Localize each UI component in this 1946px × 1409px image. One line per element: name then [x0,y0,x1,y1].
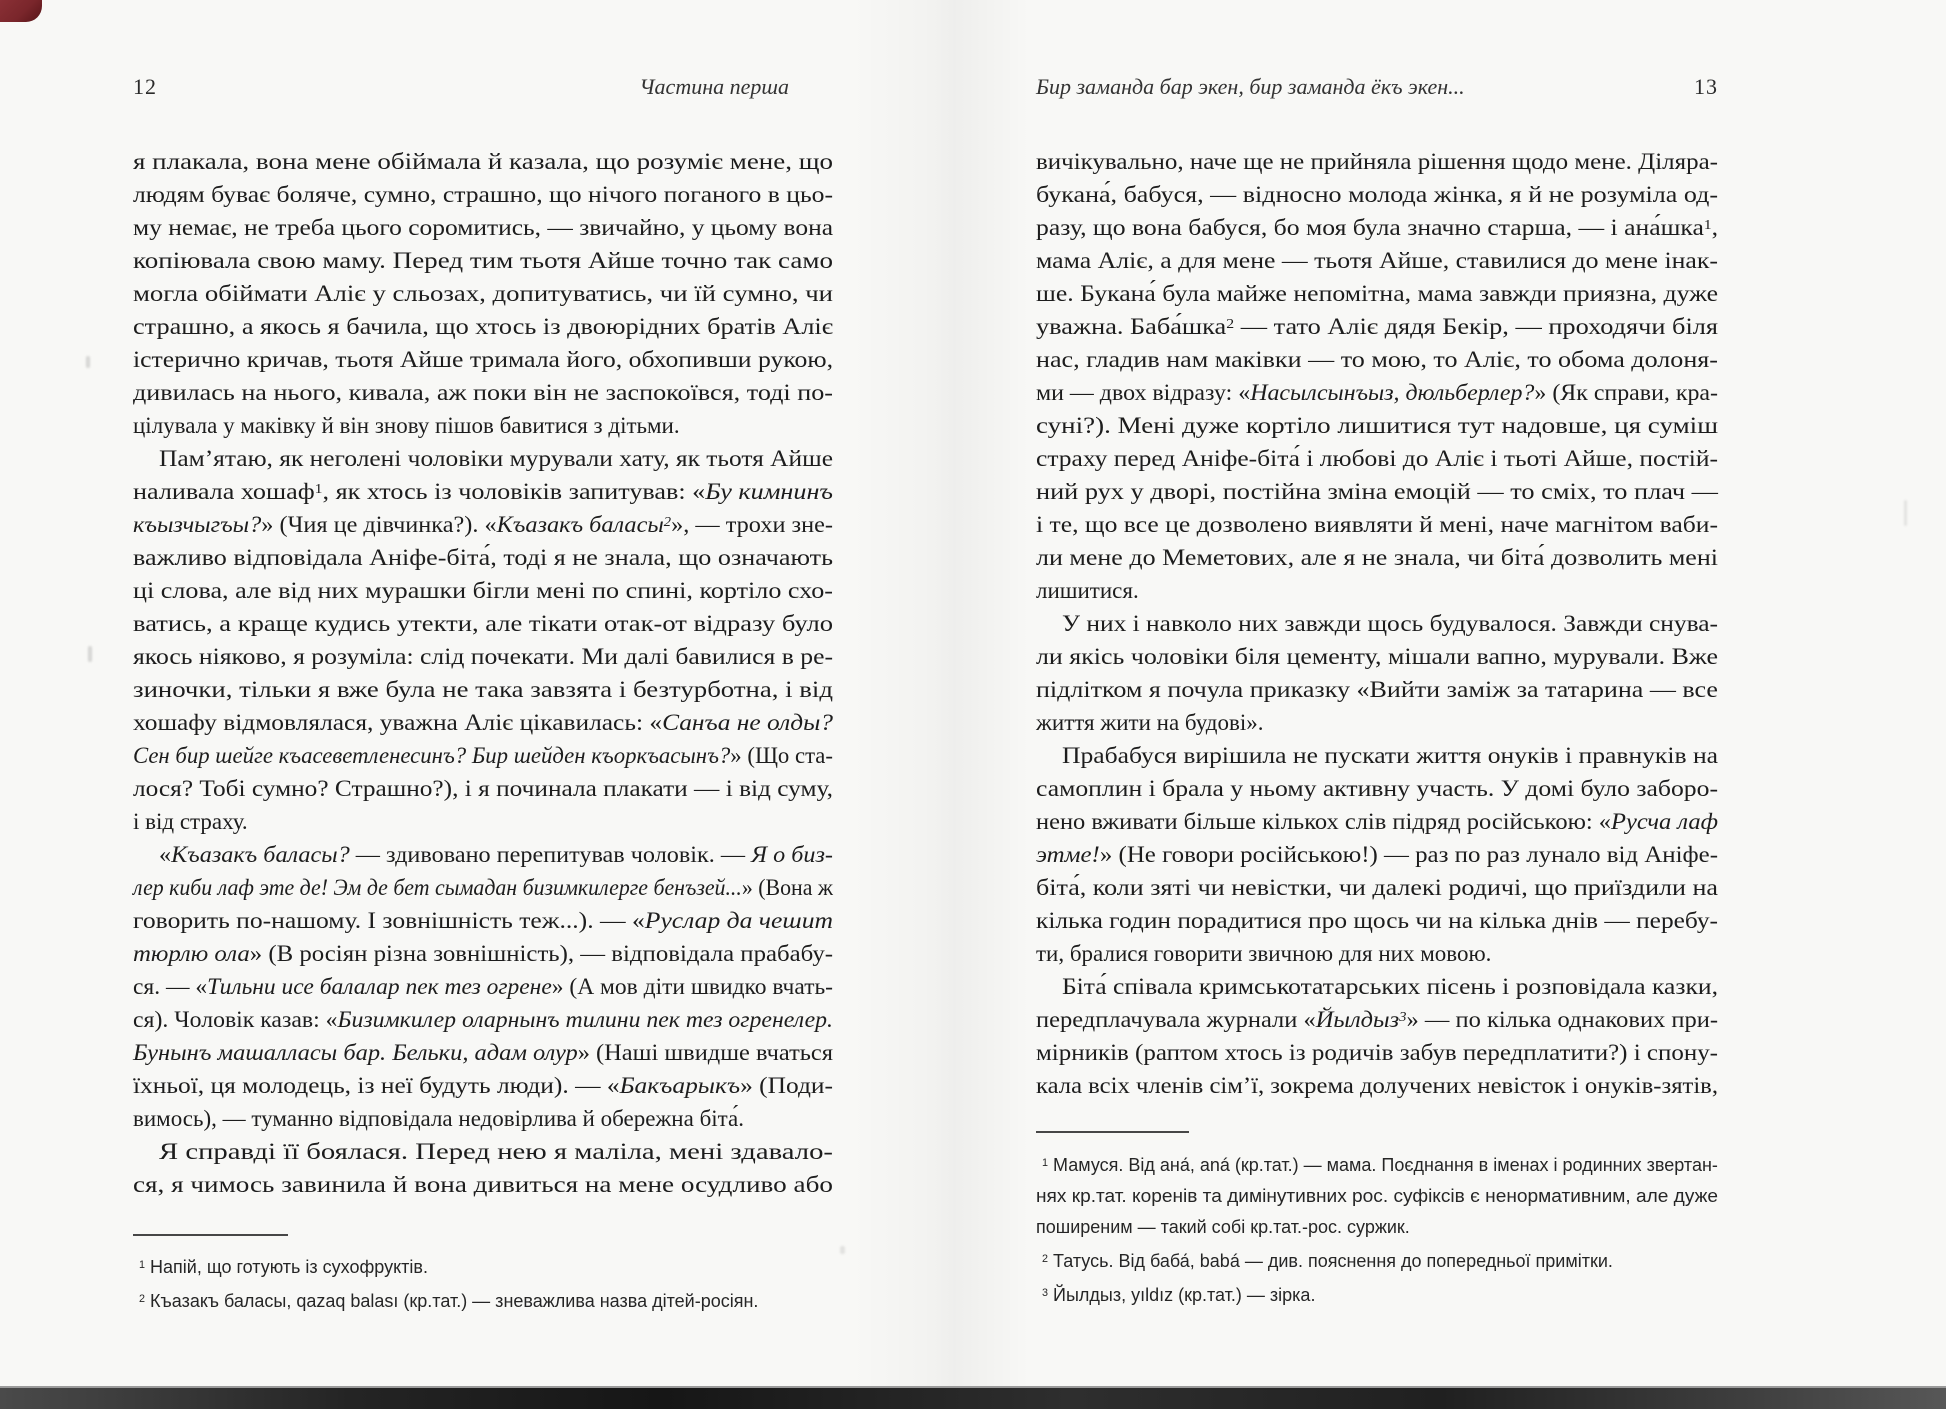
text-segment: Бунынъ машалласы бар. Бельки, адам олур» (Наші швидше вчаться [133,1040,833,1065]
text-line [1036,1280,1718,1311]
text-line [133,805,833,838]
text-line [1036,442,1718,475]
text-line [133,574,833,607]
text-line [133,1286,833,1317]
text-segment: їхньої, ця молодець, із неї будуть люди). — «Бакъарыкъ» (Поди- [133,1073,833,1098]
text-line [133,1168,833,1201]
text-segment: $^1$ Напій, що готують із сухофруктів. [139,1257,428,1277]
text-segment: і те, що все це дозволено виявляти й мені, наче магнітом ваби- [1036,512,1718,537]
text-segment: $^2$ Татусь. Від баба́, babá — див. пояснення до попередньої примітки. [1042,1251,1613,1271]
text-line [1036,145,1718,178]
text-segment: этме!» (Не говори російською!) — раз по раз лунало від Аніфе- [1036,842,1718,867]
text-segment: му немає, не треба цього соромитись, — звичайно, у цьому вона [133,215,833,240]
footnote [133,1286,833,1317]
text-line [1036,673,1718,706]
text-line [1036,541,1718,574]
text-segment: ми — двох відразу: «Насылсынъыз, дюльберлер?» (Як справи, кра- [1036,380,1718,405]
text-segment: поширеним — такий собі кр.тат.-рос. суржик. [1036,1217,1410,1237]
text-line [1036,904,1718,937]
text-line [133,211,833,244]
text-line [133,244,833,277]
text-line [1036,1150,1718,1181]
text-segment: Сен бир шейге къасеветленесинъ? Бир шейден къоркъасынъ?» (Що ста- [133,743,833,768]
text-line [133,937,833,970]
text-line [133,970,833,1003]
text-line [1036,409,1718,442]
text-segment: $^1$ Мамуся. Від ана́, aná (кр.тат.) — мама. Поєднання в іменах і родинних звертан- [1042,1155,1718,1175]
text-segment: істерично кричав, тьотя Айше тримала його, обхопивши рукою, [133,347,833,372]
text-line [1036,343,1718,376]
text-line [133,739,833,772]
text-line [1036,1246,1718,1277]
footnote [1036,1280,1718,1311]
text-segment: «Къазакъ баласы? — здивовано перепитував чоловік. — Я о биз- [159,842,833,867]
page-left-header [133,74,833,104]
page-right-text [1036,145,1718,1102]
text-segment: лер киби лаф эте де! Эм де бет сымадан бизимкилерге бенъзей...» (Вона ж [133,875,833,900]
red-cover-corner [0,0,42,22]
text-segment: мірників (раптом хтось із родичів забув передплатити?) і спону- [1036,1040,1718,1065]
footnote [1036,1246,1718,1277]
text-segment: страху перед Аніфе-біта́ і любові до Аліє і тьоті Айше, постій- [1036,446,1718,471]
footnote-rule-left [133,1234,288,1236]
text-segment: життя жити на будові». [1036,710,1264,735]
text-segment: Біта́ співала кримськотатарських пісень і розповідала казки, [1062,974,1718,999]
text-line [1036,871,1718,904]
text-segment: говорить по-нашому. І зовнішність теж...). — «Руслар да чешит [133,908,833,933]
text-segment: наливала хошаф$^1$, як хтось із чоловіків запитував: «Бу кимнинъ [133,479,833,504]
text-line [133,1102,833,1135]
text-line [1036,211,1718,244]
text-segment: ся, я чимось завинила й вона дивиться на мене осудливо або [133,1172,833,1197]
scan-bottom-edge [0,1386,1946,1409]
text-line [1036,805,1718,838]
text-segment: разу, що вона бабуся, бо моя була значно старша, — і ана́шка$^1$, [1036,215,1718,240]
text-line [1036,970,1718,1003]
text-line [1036,376,1718,409]
text-segment: $^2$ Къазакъ баласы, qazaq balası (кр.тат.) — зневажлива назва дітей-росіян. [139,1291,759,1311]
running-head-right: Бир заманда бар экен, бир заманда ёкъ экен... [1036,74,1465,99]
text-segment: дивилась на нього, кивала, аж поки він не заспокоївся, тоді по- [133,380,833,405]
text-line [1036,1069,1718,1102]
page-right-header [1036,74,1718,104]
text-line [133,1003,833,1036]
scan-artifact [840,1246,845,1254]
text-segment: я плакала, вона мене обіймала й казала, що розуміє мене, що [133,149,833,174]
text-line [1036,739,1718,772]
text-segment: ли мене до Меметових, але я не знала, чи біта́ дозволить мені [1036,545,1718,570]
text-segment: ватись, а краще кудись утекти, але тікати отак-от відразу було [133,611,833,636]
text-segment: ли якісь чоловіки біля цементу, мішали вапно, мурували. Вже [1036,644,1718,669]
footnotes-left [133,1252,833,1320]
text-segment: хошафу відмовлялася, уважна Аліє цікавилась: «Санъа не олды? [133,710,833,735]
text-line [133,475,833,508]
text-segment: самоплин і брала у ньому активну участь. У домі було заборо- [1036,776,1718,801]
text-segment: нено вживати більше кількох слів підряд російською: «Русча лаф [1036,809,1718,834]
scan-artifact [86,356,90,368]
text-line [133,343,833,376]
page-number-left: 12 [133,74,157,99]
text-line [1036,1036,1718,1069]
text-line [133,706,833,739]
text-line [133,904,833,937]
text-line [1036,310,1718,343]
text-line [133,673,833,706]
page-left-text [133,145,833,1201]
text-line [133,376,833,409]
text-line [1036,838,1718,871]
footnote [133,1252,833,1283]
text-line [1036,244,1718,277]
text-segment: ти, бралися говорити звичною для них мовою. [1036,941,1492,966]
text-line [133,1135,833,1168]
text-segment: уважна. Баба́шка$^2$ — тато Аліє дядя Бекір, — проходячи біля [1036,314,1718,339]
text-line [133,1036,833,1069]
text-line [133,640,833,673]
text-line [1036,277,1718,310]
text-segment: людям буває боляче, сумно, страшно, що нічого поганого в цьо- [133,182,833,207]
text-segment: копіювала свою маму. Перед тим тьотя Айше точно так само [133,248,833,273]
text-line [133,145,833,178]
text-segment: вичікувально, наче ще не прийняла рішення щодо мене. Діляра- [1036,149,1718,174]
text-segment: кала всіх членів сім’ї, зокрема долучених невісток і онуків-зятів, [1036,1073,1718,1098]
text-segment: ний рух у дворі, постійна зміна емоцій — то сміх, то плач — [1036,479,1718,504]
footnote-rule-right [1036,1131,1189,1133]
text-line [1036,1003,1718,1036]
text-line [133,508,833,541]
text-segment: підлітком я почула приказку «Вийти заміж за татарина — все [1036,677,1718,702]
text-line [133,442,833,475]
text-line [133,871,833,904]
scan-artifact [88,646,92,662]
text-segment: У них і навколо них завжди щось будувалося. Завжди снува- [1062,611,1718,636]
text-segment: $^3$ Йылдыз, yıldız (кр.тат.) — зірка. [1042,1285,1316,1305]
text-segment: кілька годин порадитися про щось чи на кілька днів — перебу- [1036,908,1718,933]
text-segment: Пам’ятаю, як неголені чоловіки мурували хату, як тьотя Айше [159,446,834,471]
text-segment: лося? Тобі сумно? Страшно?), і я починала плакати — і від суму, [133,776,833,801]
text-line [1036,706,1718,739]
text-segment: нас, гладив нам маківки — то мою, то Аліє, то обома долоня- [1036,347,1718,372]
text-segment: важливо відповідала Аніфе-біта́, тоді я не знала, що означають [133,545,833,570]
text-line [1036,178,1718,211]
text-line [1036,772,1718,805]
text-line [133,838,833,871]
running-head-left: Частина перша [639,74,789,99]
text-line [1036,937,1718,970]
text-line [1036,1212,1718,1243]
text-segment: лишитися. [1036,578,1139,603]
text-line [133,772,833,805]
text-line [133,607,833,640]
text-segment: Я справді її боялася. Перед нею я маліла, мені здавало- [159,1139,833,1164]
text-segment: тюрлю ола» (В росіян різна зовнішність), — відповідала прабабу- [133,941,833,966]
text-segment: могла обіймати Аліє у сльозах, допитуватись, чи їй сумно, чи [133,281,833,306]
text-line [133,409,833,442]
text-segment: нях кр.тат. коренів та димінутивних рос. суфіксів є ненормативним, але дуже [1036,1186,1718,1206]
footnote [1036,1150,1718,1243]
text-line [133,178,833,211]
text-line [1036,508,1718,541]
page-number-right: 13 [1694,74,1718,99]
scan-artifact [1904,500,1907,526]
text-segment: якось ніяково, я розуміла: слід почекати. Ми далі бавилися в ре- [133,644,833,669]
text-segment: зиночки, тільки я вже була не така завзята і безтурботна, і від [133,677,833,702]
text-line [133,277,833,310]
text-segment: Прабабуся вирішила не пускати життя онуків і правнуків на [1062,743,1718,768]
text-line [133,1069,833,1102]
text-segment: передплачувала журнали «Йылдыз$^3$» — по кілька однакових при- [1036,1007,1718,1032]
text-segment: букана́, бабуся, — відносно молода жінка, я й не розуміла од- [1036,182,1718,207]
text-line [1036,607,1718,640]
text-segment: біта́, коли зяті чи невістки, чи далекі родичі, що приїздили на [1036,875,1718,900]
text-segment: къызчыгъы?» (Чия це дівчинка?). «Къазакъ баласы$^2$», — трохи зне- [133,512,833,537]
text-line [133,310,833,343]
text-line [1036,640,1718,673]
text-segment: мама Аліє, а для мене — тьотя Айше, ставилися до мене інак- [1036,248,1718,273]
text-line [133,1252,833,1283]
text-segment: ся. — «Тильни исе балалар пек тез огрене» (А мов діти швидко вчать- [133,974,834,999]
text-line [1036,1181,1718,1212]
text-line [133,541,833,574]
text-segment: цілувала у маківку й він знову пішов бавитися з дітьми. [133,413,680,438]
text-segment: суні?). Мені дуже кортіло лишитися тут надовше, ця суміш [1036,413,1718,438]
text-segment: ці слова, але від них мурашки бігли мені по спині, кортіло схо- [133,578,833,603]
text-segment: вимось), — туманно відповідала недовірлива й обережна біта́. [133,1106,744,1131]
page-gutter-shadow [850,0,1030,1386]
text-segment: ше. Букана́ була майже непомітна, мама завжди приязна, дуже [1036,281,1718,306]
text-segment: і від страху. [133,809,248,834]
text-segment: ся). Чоловік казав: «Бизимкилер оларнынъ тилини пек тез огренелер. [133,1007,833,1032]
text-segment: страшно, а якось я бачила, що хтось із двоюрідних братів Аліє [133,314,833,339]
text-line [1036,475,1718,508]
footnotes-right [1036,1150,1718,1314]
text-line [1036,574,1718,607]
